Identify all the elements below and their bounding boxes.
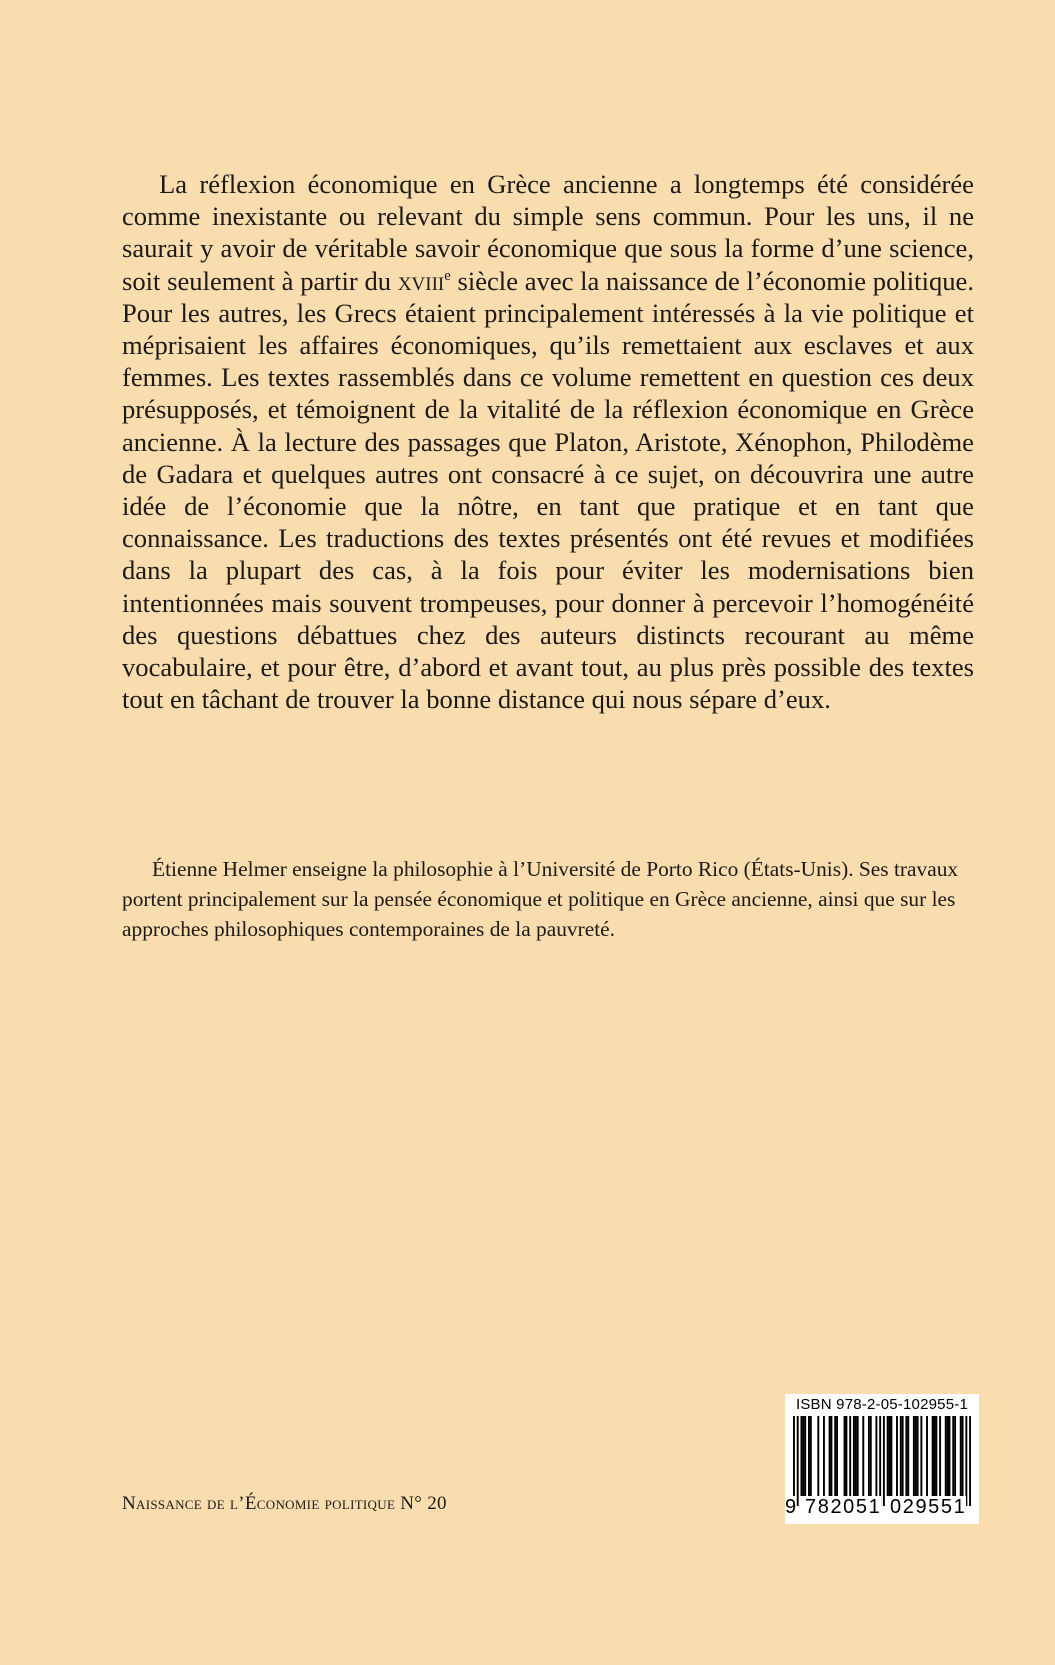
barcode-bar	[969, 1416, 971, 1506]
description-part-2: siècle avec la naissance de l’économie politique. Pour les autres, les Grecs étaient principalement intéressés à la vie politique et méprisaient les affaires économiques, qu’ils remettaient aux esclaves et aux femmes. Les textes rassemblés dans ce volume remettent en question ces deux présupposés, et témoignent de la vitalité de la réflexion économique en Grèce ancienne. À la lecture des passages que Platon, Aristote, Xénophon, Philodème de Gadara et quelques autres ont consacré à ce sujet, on découvrira une autre idée de l’économie que la nôtre, en tant que pratique et en tant que connaissance. Les traductions des textes présentés ont été revues et modifiées dans la plupart des cas, à la fois pour éviter les modernisations bien intentionnées mais souvent trompeuses, pour donner à percevoir l’homogénéité des questions débattues chez des auteurs distincts recourant au même vocabulaire, et pour être, d’abord et avant tout, au plus près possible des textes tout en tâchant de trouver la bonne distance qui nous sépare d’eux.	[122, 265, 975, 715]
barcode-bar	[836, 1416, 838, 1496]
barcode-bar	[890, 1416, 892, 1496]
barcode-bar	[945, 1416, 947, 1496]
barcode-bar	[875, 1416, 877, 1496]
barcode-bars	[793, 1416, 971, 1506]
barcode-bar	[900, 1416, 902, 1496]
barcode-bar	[934, 1416, 936, 1496]
barcode-bar	[926, 1416, 928, 1496]
barcode-bar	[870, 1416, 872, 1496]
barcode-bar	[808, 1416, 810, 1496]
barcode-bar	[896, 1416, 898, 1496]
barcode-bar	[800, 1416, 802, 1496]
barcode-bar	[939, 1416, 941, 1496]
barcode-digits	[785, 1496, 979, 1522]
barcode-bar	[817, 1416, 819, 1496]
barcode-bar	[804, 1416, 806, 1496]
barcode-bar	[915, 1416, 917, 1496]
barcode-digits-right: 029551	[890, 1496, 967, 1518]
barcode-bar	[965, 1416, 967, 1506]
barcode-bar	[855, 1416, 857, 1496]
barcode-bar	[849, 1416, 851, 1496]
isbn-barcode	[785, 1394, 979, 1524]
barcode-bar	[844, 1416, 846, 1496]
barcode-bar	[913, 1416, 915, 1496]
barcode-bar	[932, 1416, 934, 1496]
barcode-bar	[960, 1416, 962, 1496]
barcode-bar	[962, 1416, 964, 1496]
series-name: Naissance de l’Économie politique	[122, 1493, 396, 1514]
series-line	[122, 1493, 447, 1515]
barcode-bar	[834, 1416, 836, 1496]
barcode-bar	[853, 1416, 855, 1496]
barcode-bar	[883, 1416, 885, 1506]
book-description	[122, 168, 974, 715]
barcode-bar	[797, 1416, 799, 1506]
barcode-bar	[857, 1416, 859, 1496]
barcode-bar	[793, 1416, 795, 1506]
barcode-bar	[905, 1416, 907, 1496]
barcode-bar	[829, 1416, 831, 1496]
barcode-digits-left: 782051	[805, 1496, 882, 1518]
barcode-bar	[920, 1416, 922, 1496]
barcode-bar	[879, 1416, 881, 1506]
barcode-bar	[845, 1416, 847, 1496]
barcode-bar	[802, 1416, 804, 1496]
century-numeral: xviii	[397, 265, 445, 296]
author-bio: Étienne Helmer enseigne la philosophie à l’Université de Porto Rico (États-Unis). Ses travaux portent principalement sur la pensée économique et politique en Grèce ancienne, ainsi que sur les approches philosophiques contemporaines de la pauvreté.	[122, 857, 959, 941]
series-number: N° 20	[400, 1493, 447, 1514]
barcode-bar	[868, 1416, 870, 1496]
barcode-bar	[887, 1416, 889, 1496]
barcode-bar	[952, 1416, 954, 1496]
barcode-bar	[810, 1416, 812, 1496]
description-part-1: La réflexion économique en Grèce ancienne a longtemps été considérée comme inexistante ou relevant du simple sens commun. Pour les uns, il ne saurait y avoir de véritable savoir économique que sous la forme d’une science, soit seulement à partir du	[122, 169, 974, 296]
barcode-bar	[862, 1416, 864, 1496]
century-superscript: e	[444, 267, 451, 284]
isbn-label: ISBN 978-2-05-102955-1	[795, 1396, 968, 1413]
barcode-bar	[830, 1416, 832, 1496]
barcode-bar	[954, 1416, 956, 1496]
barcode-bar	[907, 1416, 909, 1496]
barcode-bar	[947, 1416, 949, 1496]
barcode-bar	[823, 1416, 825, 1496]
barcode-bar	[889, 1416, 891, 1496]
barcode-bar	[949, 1416, 951, 1496]
barcode-bar	[902, 1416, 904, 1496]
barcode-bar	[935, 1416, 937, 1496]
barcode-digit-first: 9	[785, 1496, 797, 1518]
barcode-bar	[917, 1416, 919, 1496]
